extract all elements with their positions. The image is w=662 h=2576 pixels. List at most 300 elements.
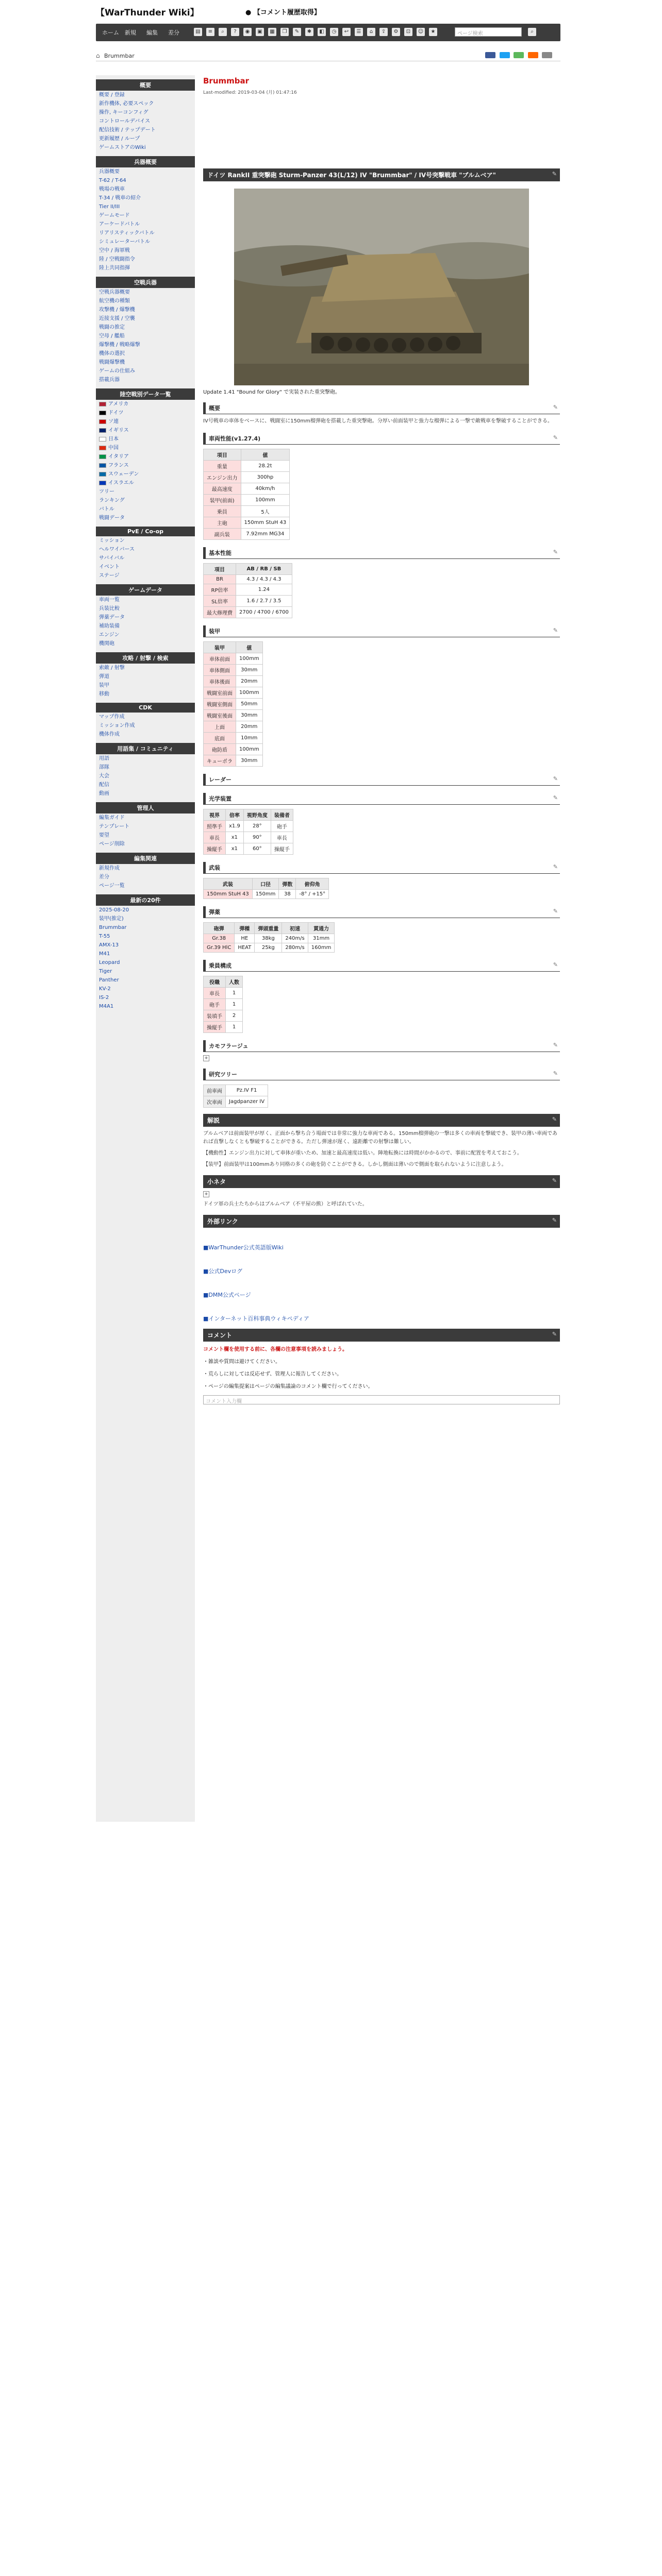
section-commentary xyxy=(203,1114,560,1127)
comment-input[interactable]: コメント入力欄 xyxy=(203,1395,560,1404)
sidebar-link[interactable]: 機関砲 xyxy=(99,641,114,647)
nation-link[interactable] xyxy=(96,452,195,461)
site-header xyxy=(96,5,560,20)
crew-table xyxy=(203,976,243,1033)
section-tree xyxy=(203,1069,560,1080)
table-cell: 操縦手 xyxy=(271,843,293,855)
sidebar-link[interactable]: 用語 xyxy=(99,756,109,761)
nation-link[interactable] xyxy=(96,435,195,444)
sidebar-link[interactable]: エンジン xyxy=(99,632,120,638)
table-cell: 車体後面 xyxy=(204,676,236,687)
search-icon[interactable]: ⌕ xyxy=(219,28,227,36)
sidebar-link[interactable]: ゲームモード xyxy=(99,213,130,218)
sidebar-heading: CDK xyxy=(96,703,195,713)
edit-icon[interactable]: ✎ xyxy=(552,1116,557,1123)
table-cell: 7.92mm MG34 xyxy=(241,529,290,540)
tree-label: 次車両 xyxy=(204,1096,226,1108)
sidebar-link[interactable]: イベント xyxy=(99,564,120,570)
table-row xyxy=(204,653,263,665)
table-cell: 160mm xyxy=(308,943,335,953)
table-cell: 副兵装 xyxy=(204,529,241,540)
table-cell: 38 xyxy=(279,890,296,899)
table-header-cell: 武装 xyxy=(204,878,253,890)
sidebar-link[interactable]: M4A1 xyxy=(99,1004,114,1009)
sidebar-link[interactable]: アーケードバトル xyxy=(99,222,140,227)
nation-name: ソ連 xyxy=(108,419,119,425)
table-cell: 31mm xyxy=(308,934,335,943)
table-header-row xyxy=(204,976,243,988)
nation-link[interactable] xyxy=(96,426,195,435)
copy-icon[interactable]: ❐ xyxy=(280,28,289,36)
sidebar-link[interactable]: 戦場の戦車 xyxy=(99,187,125,192)
main-content xyxy=(203,75,560,2576)
table-row xyxy=(204,943,335,953)
sidebar-link[interactable]: シミュレーターバトル xyxy=(99,239,151,245)
sidebar-link[interactable]: リアリスティックバトル xyxy=(99,230,155,236)
table-header-cell: 貫通力 xyxy=(308,923,335,934)
comment-rule: ・荒らしに対しては反応せず、管理人に報告してください。 xyxy=(203,1371,342,1377)
table-cell: 150mm StuH 43 xyxy=(204,890,253,899)
edit-icon[interactable]: ✎ xyxy=(553,961,558,968)
table-cell: 28.2t xyxy=(241,461,290,472)
sidebar-link[interactable]: 更新履歴 / ループ xyxy=(99,136,140,142)
social-buttons xyxy=(483,52,560,59)
bookmark-icon[interactable]: ★ xyxy=(429,28,437,36)
site-logo[interactable]: 【WarThunder Wiki】 xyxy=(96,8,199,18)
section-title: 基本性能 xyxy=(209,550,231,556)
table-header-cell: 値 xyxy=(241,449,290,461)
user-icon[interactable]: ☺ xyxy=(417,28,425,36)
table-row xyxy=(204,1085,268,1096)
table-cell: 砲防盾 xyxy=(204,744,236,755)
sidebar-link[interactable]: サバイバル xyxy=(99,555,125,561)
table-cell: 30mm xyxy=(236,665,263,676)
comment-history-link[interactable]: ● 【コメント履歴取得】 xyxy=(245,9,321,16)
table-cell: 100mm xyxy=(236,687,263,699)
flag-icon xyxy=(99,402,106,406)
sidebar-link[interactable]: AMX-13 xyxy=(99,942,119,948)
vehicle-heading-text: ドイツ RankII 重突撃砲 Sturm-Panzer 43(L/12) IV "Brummbar" / IV号突撃戦車 "ブルムベア" xyxy=(207,172,496,179)
sidebar-link[interactable]: IS-2 xyxy=(99,995,109,1001)
recent-icon[interactable]: ☰ xyxy=(355,28,363,36)
table-row xyxy=(204,676,263,687)
table-cell: 30mm xyxy=(236,710,263,721)
sidebar-link[interactable]: ミッション xyxy=(99,538,125,544)
table-row xyxy=(204,472,290,483)
section-overview xyxy=(203,402,560,414)
sidebar-link[interactable]: 大会 xyxy=(99,773,109,779)
menu-new[interactable]: 新規 xyxy=(125,29,136,36)
table-cell: 装填手 xyxy=(204,1010,226,1022)
table-cell: 上面 xyxy=(204,721,236,733)
sidebar-link[interactable]: 部隊 xyxy=(99,765,109,770)
table-cell: 2 xyxy=(226,1010,243,1022)
nation-link[interactable] xyxy=(96,479,195,487)
table-row xyxy=(204,710,263,721)
sidebar-link[interactable]: 新規作成 xyxy=(99,866,120,871)
table-cell: 50mm xyxy=(236,699,263,710)
camo-toggle[interactable] xyxy=(203,1055,560,1061)
table-cell: 5人 xyxy=(241,506,290,517)
lock-icon[interactable]: ⊡ xyxy=(404,28,412,36)
flag-icon xyxy=(99,472,106,477)
sidebar-link[interactable]: 爆撃機 / 戦略爆撃 xyxy=(99,342,140,348)
edit-icon[interactable]: ✎ xyxy=(552,1217,557,1224)
sidebar-link[interactable]: マップ作成 xyxy=(99,714,125,720)
section-title: 小ネタ xyxy=(207,1178,226,1185)
sidebar-link[interactable]: 兵器概要 xyxy=(99,169,120,175)
nation-name: 日本 xyxy=(108,436,119,442)
table-cell: 操縦手 xyxy=(204,1022,226,1033)
sidebar-link[interactable]: 動画 xyxy=(99,791,109,796)
table-cell: 150mm xyxy=(252,890,279,899)
sidebar-link[interactable]: 要望 xyxy=(99,833,109,838)
sidebar-link[interactable]: 操作, キーコンフィグ xyxy=(99,110,148,115)
table-cell: 最大修理費 xyxy=(204,607,236,618)
table-cell: 車長 xyxy=(204,832,226,843)
sidebar-link[interactable]: 2025-08-20 xyxy=(99,907,129,913)
table-cell: 100mm xyxy=(236,653,263,665)
rss-icon[interactable]: ◉ xyxy=(243,28,252,36)
sidebar-link[interactable]: M41 xyxy=(99,951,110,957)
sidebar-link[interactable]: 搭載兵器 xyxy=(99,377,120,383)
sidebar-link[interactable]: 配信技術 / テップデート xyxy=(99,127,156,133)
table-row xyxy=(204,517,290,529)
plus-icon: + xyxy=(203,1191,209,1197)
optics-table xyxy=(203,809,293,855)
sidebar-link[interactable]: 移動 xyxy=(99,691,109,697)
sidebar-link[interactable]: ミッション作成 xyxy=(99,723,135,728)
table-header-cell: 砲弾 xyxy=(204,923,235,934)
help-icon[interactable]: ? xyxy=(231,28,239,36)
nation-name: スウェーデン xyxy=(108,471,139,477)
table-header-cell: 倍率 xyxy=(226,809,244,821)
table-header-cell: 初速 xyxy=(282,923,308,934)
section-title: 光学装置 xyxy=(209,795,231,802)
line-icon[interactable] xyxy=(514,52,524,58)
nation-link[interactable] xyxy=(96,400,195,409)
sidebar-link[interactable]: コントロールデバイス xyxy=(99,118,151,124)
section-ammo xyxy=(203,906,560,918)
sidebar-link[interactable]: ステージ xyxy=(99,573,120,579)
history-icon[interactable]: ◷ xyxy=(330,28,338,36)
search-input[interactable]: ページ検索 xyxy=(455,27,522,37)
sidebar-link[interactable]: ゲームの仕組み xyxy=(99,368,135,374)
menu-home[interactable]: ホーム xyxy=(102,29,119,36)
table-header-row xyxy=(204,564,292,575)
sidebar-link[interactable]: Tier II/III xyxy=(99,204,120,210)
br-table xyxy=(203,563,292,618)
nation-link[interactable] xyxy=(96,444,195,452)
table-cell: HEAT xyxy=(235,943,255,953)
table-cell: 28° xyxy=(243,821,271,832)
table-cell: 砲手 xyxy=(204,999,226,1010)
menu-diff[interactable]: 差分 xyxy=(168,29,179,36)
sidebar-link[interactable]: 弾薬データ xyxy=(99,615,125,620)
section-title: 解説 xyxy=(207,1117,220,1124)
flag-icon xyxy=(99,463,106,468)
sidebar-link[interactable]: 戦闘の推定 xyxy=(99,325,125,330)
sidebar-link[interactable]: 兵装比較 xyxy=(99,606,120,612)
edit-icon[interactable]: ✎ xyxy=(553,549,558,555)
table-header-cell: 値 xyxy=(236,642,263,653)
sidebar-link[interactable]: T-55 xyxy=(99,934,110,939)
external-link[interactable]: ■インターネット百科事典ウィキペディア xyxy=(203,1315,309,1322)
sidebar-link[interactable]: Panther xyxy=(99,977,119,983)
sidebar-link[interactable]: 機体の選択 xyxy=(99,351,125,357)
table-row xyxy=(204,461,290,472)
breadcrumb-page[interactable]: Brummbar xyxy=(104,53,135,59)
sidebar-link[interactable]: ランキング xyxy=(99,498,125,503)
nation-link[interactable] xyxy=(96,409,195,417)
sidebar-link[interactable]: 新作機体, 必要スペック xyxy=(99,101,154,107)
sidebar-heading: 編集関連 xyxy=(96,853,195,864)
edit-icon[interactable]: ✎ xyxy=(553,627,558,634)
print-icon[interactable]: ▦ xyxy=(268,28,276,36)
sidebar-link[interactable]: 概要 / 登録 xyxy=(99,92,125,98)
section-title: カモフラージュ xyxy=(209,1043,249,1049)
sidebar-link[interactable]: 補助装備 xyxy=(99,623,120,629)
table-row xyxy=(204,999,243,1010)
table-header-cell: AB / RB / SB xyxy=(236,564,292,575)
table-cell: 車長 xyxy=(204,988,226,999)
performance-table xyxy=(203,449,290,540)
upload-icon[interactable]: ⇪ xyxy=(379,28,388,36)
table-row xyxy=(204,1096,268,1108)
source-icon[interactable]: ◧ xyxy=(318,28,326,36)
nation-name: イスラエル xyxy=(108,480,134,486)
home-icon[interactable]: ⌂ xyxy=(96,52,100,59)
sidebar-link[interactable]: Tiger xyxy=(99,969,112,974)
table-cell: RP倍率 xyxy=(204,584,236,596)
list-icon[interactable]: ≡ xyxy=(206,28,214,36)
table-header-cell: 項目 xyxy=(204,564,236,575)
edit-icon[interactable]: ✎ xyxy=(553,1042,558,1048)
section-title: 武装 xyxy=(209,865,220,871)
sidebar-heading: 最新の20件 xyxy=(96,894,195,906)
section-title: レーダー xyxy=(209,776,231,783)
sidebar-link[interactable]: 戦闘データ xyxy=(99,515,125,521)
table-cell: 1.6 / 2.7 / 3.5 xyxy=(236,596,292,607)
search-go-icon[interactable]: ⌕ xyxy=(528,28,536,36)
nation-name: 中国 xyxy=(108,445,119,451)
sidebar-heading: 陸空戦別データ一覧 xyxy=(96,388,195,400)
sidebar-link[interactable]: 車両一覧 xyxy=(99,597,120,603)
nation-link[interactable] xyxy=(96,417,195,426)
sidebar xyxy=(96,75,195,1822)
table-cell: 車体前面 xyxy=(204,653,236,665)
sidebar-link[interactable]: 配信 xyxy=(99,782,109,788)
table-cell: 25kg xyxy=(255,943,282,953)
sidebar-link[interactable]: 航空機の種類 xyxy=(99,298,130,304)
table-cell: 100mm xyxy=(236,744,263,755)
table-row xyxy=(204,584,292,596)
table-cell: 重量 xyxy=(204,461,241,472)
edit-icon[interactable]: ✎ xyxy=(552,171,557,177)
sidebar-link[interactable]: 空戦兵器概要 xyxy=(99,290,130,295)
table-cell: BR xyxy=(204,575,236,584)
table-cell: 90° xyxy=(243,832,271,843)
table-cell: 戦闘室前面 xyxy=(204,687,236,699)
edit-icon[interactable]: ✎ xyxy=(553,434,558,441)
rename-icon[interactable]: ✎ xyxy=(293,28,301,36)
table-cell: 乗員 xyxy=(204,506,241,517)
table-row xyxy=(204,665,263,676)
sidebar-heading: 概要 xyxy=(96,79,195,91)
table-cell: 4.3 / 4.3 / 4.3 xyxy=(236,575,292,584)
table-cell: 30mm xyxy=(236,755,263,767)
table-row xyxy=(204,721,263,733)
trackback-icon[interactable]: ↩ xyxy=(342,28,351,36)
rss-feed-icon[interactable] xyxy=(542,52,552,58)
commentary-text: ブルムベアは前面装甲が厚く、正面から撃ち合う場面では非常に強力な車両である。150mm榴弾砲の一撃は多くの車両を撃破でき、装甲の薄い車両であれば直撃しなくとも撃破することができる。ただし弾速が遅く、遠距離での射撃は難しい。 xyxy=(203,1131,558,1145)
sidebar-link[interactable]: 攻撃機 / 爆撃機 xyxy=(99,307,135,313)
table-cell: 60° xyxy=(243,843,271,855)
attach-icon[interactable]: ▤ xyxy=(194,28,202,36)
table-cell: 主砲 xyxy=(204,517,241,529)
sidebar-link[interactable]: ゲームストアのWiki xyxy=(99,145,146,150)
sidebar-link[interactable]: 陸 / 空戦闘指令 xyxy=(99,257,135,262)
top-icon[interactable]: ⌂ xyxy=(367,28,375,36)
table-row xyxy=(204,832,293,843)
external-link[interactable]: ■DMM公式ページ xyxy=(203,1292,251,1298)
sidebar-link[interactable]: 陸上共同指揮 xyxy=(99,265,130,271)
table-row xyxy=(204,495,290,506)
edit-icon[interactable]: ✎ xyxy=(553,908,558,914)
page-title: Brummbar xyxy=(203,76,250,86)
external-link[interactable]: ■公式Devログ xyxy=(203,1268,243,1275)
table-cell: 2700 / 4700 / 6700 xyxy=(236,607,292,618)
sidebar-link[interactable]: ツリー xyxy=(99,489,114,495)
sidebar-link[interactable]: KV-2 xyxy=(99,986,111,992)
sidebar-link[interactable]: バトル xyxy=(99,506,114,512)
edit-icon[interactable]: ✎ xyxy=(553,794,558,801)
trivia-toggle[interactable] xyxy=(203,1191,560,1197)
sidebar-link[interactable]: Brummbar xyxy=(99,925,127,930)
tree-label: 前車両 xyxy=(204,1085,226,1096)
edit-icon[interactable]: ✎ xyxy=(553,1070,558,1077)
twitter-icon[interactable] xyxy=(500,52,510,58)
sidebar-link[interactable]: 戦闘爆撃機 xyxy=(99,360,125,365)
sidebar-heading: 兵器概要 xyxy=(96,156,195,167)
sidebar-link[interactable]: 差分 xyxy=(99,874,109,880)
sidebar-link[interactable]: ページ一覧 xyxy=(99,883,125,889)
weapon-table xyxy=(203,878,329,899)
armor-table xyxy=(203,641,263,767)
sidebar-link[interactable]: 弾道 xyxy=(99,674,109,680)
flag-icon xyxy=(99,446,106,450)
photo-caption: Update 1.41 "Bound for Glory" で実装された重突撃砲。 xyxy=(203,389,341,395)
section-title: 概要 xyxy=(209,405,220,412)
table-row xyxy=(204,506,290,517)
section-trivia xyxy=(203,1175,560,1188)
table-row xyxy=(204,687,263,699)
sidebar-link[interactable]: 装甲(推定) xyxy=(99,916,124,922)
edit-icon[interactable]: ✎ xyxy=(552,1331,557,1337)
table-header-cell: 弾種 xyxy=(235,923,255,934)
section-optics xyxy=(203,793,560,805)
tree-vehicle-link[interactable]: Pz.IV F1 xyxy=(226,1085,268,1096)
section-title: 外部リンク xyxy=(207,1218,238,1225)
table-row xyxy=(204,988,243,999)
table-header-row xyxy=(204,809,293,821)
table-row xyxy=(204,934,335,943)
table-cell: 最高速度 xyxy=(204,483,241,495)
facebook-icon[interactable] xyxy=(485,52,495,58)
edit-icon[interactable]: ✎ xyxy=(552,1177,557,1184)
table-row xyxy=(204,843,293,855)
sidebar-link[interactable]: Leopard xyxy=(99,960,120,965)
edit-icon[interactable]: ✎ xyxy=(553,775,558,782)
sidebar-link[interactable]: ヘルワイバース xyxy=(99,547,135,552)
flag-icon xyxy=(99,481,106,485)
freeze-icon[interactable]: ✱ xyxy=(305,28,313,36)
table-header-row xyxy=(204,878,329,890)
sidebar-link[interactable]: 空母 / 艦船 xyxy=(99,333,125,339)
sidebar-link[interactable]: 索敵 / 射撃 xyxy=(99,665,125,671)
sidebar-heading: PvE / Co-op xyxy=(96,527,195,536)
tree-table xyxy=(203,1084,268,1108)
table-cell: 150mm StuH 43 xyxy=(241,517,290,529)
table-cell: 300hp xyxy=(241,472,290,483)
sidebar-link[interactable]: 編集ガイド xyxy=(99,815,125,821)
sidebar-link[interactable]: 近接支援 / 空襲 xyxy=(99,316,135,321)
commentary-armor: 【装甲】前面装甲は100mmあり同格の多くの砲を防ぐことができる。しかし側面は薄いので側面を取られないように注意しよう。 xyxy=(203,1162,507,1167)
sidebar-link[interactable]: T-34 / 戦車の紹介 xyxy=(99,195,141,201)
sidebar-link[interactable]: 機体作成 xyxy=(99,732,120,737)
nation-name: イタリア xyxy=(108,454,129,460)
table-row xyxy=(204,607,292,618)
flag-icon xyxy=(99,419,106,424)
sidebar-link[interactable]: 装甲 xyxy=(99,683,109,688)
edit-icon[interactable]: ✎ xyxy=(553,863,558,870)
sidebar-link[interactable]: 空中 / 海軍戦 xyxy=(99,248,130,253)
tree-vehicle-link[interactable]: Jagdpanzer IV xyxy=(226,1096,268,1108)
table-cell: 1 xyxy=(226,988,243,999)
vehicle-photo xyxy=(234,189,529,385)
external-link[interactable]: ■WarThunder公式英語版Wiki xyxy=(203,1244,284,1251)
edit-icon[interactable]: ✎ xyxy=(553,404,558,411)
section-crew xyxy=(203,960,560,972)
table-header-cell: 俯仰角 xyxy=(296,878,329,890)
nation-link[interactable] xyxy=(96,470,195,479)
comment-rule: ・ページの編集提案はページの編集議論のコメント欄で行ってください。 xyxy=(203,1384,373,1389)
section-radar xyxy=(203,774,560,786)
sidebar-link[interactable]: テンプレート xyxy=(99,824,130,829)
table-cell: 20mm xyxy=(236,676,263,687)
table-cell: 1 xyxy=(226,999,243,1010)
flag-icon xyxy=(99,437,106,442)
flag-icon xyxy=(99,428,106,433)
sidebar-link[interactable]: T-62 / T-64 xyxy=(99,178,126,183)
table-cell: x1 xyxy=(226,843,244,855)
sidebar-heading: 管理人 xyxy=(96,802,195,814)
table-header-cell: 装甲 xyxy=(204,642,236,653)
table-cell: Gr.39 HlC xyxy=(204,943,235,953)
section-title: 装甲 xyxy=(209,628,220,635)
comment-notice: コメント欄を使用する前に、各欄の注意事項を読みましょう。 xyxy=(203,1347,347,1352)
settings-icon[interactable]: ⚙ xyxy=(392,28,400,36)
nation-link[interactable] xyxy=(96,461,195,470)
hatena-icon[interactable] xyxy=(528,52,538,58)
sidebar-link[interactable]: ページ削除 xyxy=(99,841,125,847)
table-cell: キューポラ xyxy=(204,755,236,767)
table-cell: 装甲(前面) xyxy=(204,495,241,506)
menu-edit[interactable]: 編集 xyxy=(146,29,158,36)
backup-icon[interactable]: ▣ xyxy=(256,28,264,36)
table-header-cell: 項目 xyxy=(204,449,241,461)
section-title: 弾薬 xyxy=(209,909,220,916)
